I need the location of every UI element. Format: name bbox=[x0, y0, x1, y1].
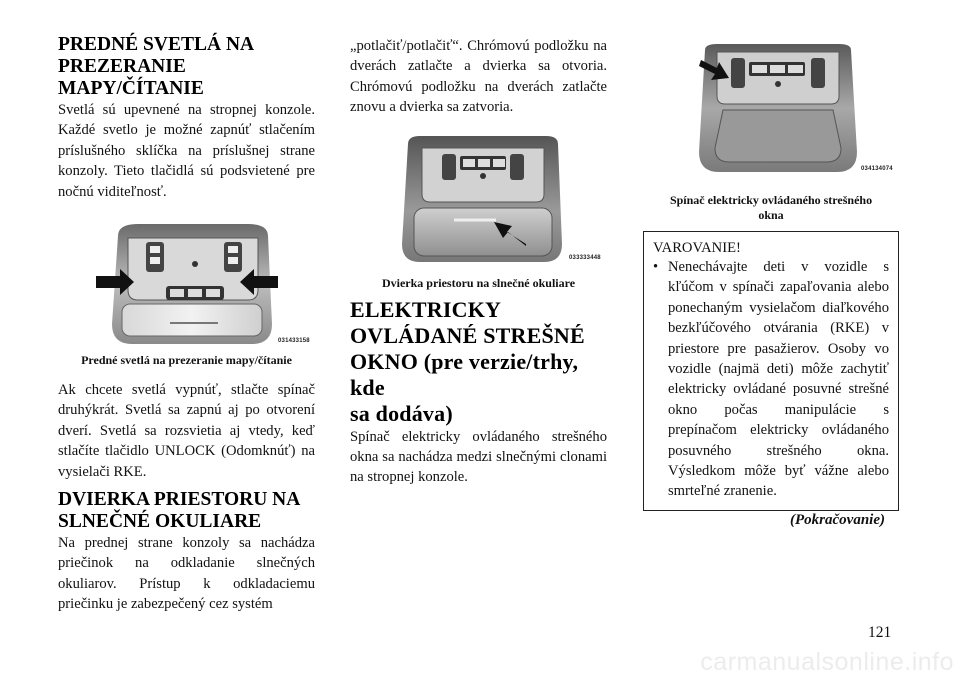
heading-line: SLNEČNÉ OKULIARE bbox=[58, 511, 262, 533]
figure-caption: Predné svetlá na prezeranie mapy/čítanie bbox=[81, 353, 292, 368]
heading-line: OVLÁDANÉ STREŠNÉ bbox=[350, 322, 585, 348]
watermark: carmanualsonline.info bbox=[700, 648, 954, 676]
figure-code: 033333448 bbox=[569, 254, 601, 261]
heading-line: ELEKTRICKY bbox=[350, 296, 502, 322]
paragraph-lights-off: Ak chcete svetlá vypnúť, stlačte spínač druhýkrát. Svetlá sa zapnú aj po otvorení dverí. Svetlá sa rozsvietia aj vtedy, keď stlačíte tlačidlo UNLOCK (Odomknúť) na vysielači RKE. bbox=[58, 382, 315, 480]
heading-sunglasses-bin bbox=[58, 489, 315, 533]
heading-line: sa dodáva) bbox=[350, 400, 453, 426]
heading-line: MAPY/ČÍTANIE bbox=[58, 78, 204, 99]
paragraph-sunroof-switch: Spínač elektricky ovládaného strešného okna sa nachádza medzi slnečnými clonami na stropnej konzole. bbox=[350, 428, 607, 486]
warning-item: • Nenechávajte deti v vozidle s kľúčom v spínači zapaľovania alebo ponechaným vysielačom diaľkového bezkľúčového otvárania (RKE) v priestore pre pasažierov. Osoby vo vozidle (najmä deti) môže zachytiť elektricky ovládané posuvné strešné okno počas manipulácie s prepínačom elektricky ovládaného posuvného strešného okna. Výsledkom môže byť vážne alebo smrteľné zranenie. bbox=[653, 257, 889, 502]
paragraph-sunglasses-bin: Na prednej strane konzoly sa nachádza priečinok na odkladanie slnečných okuliarov. Prístup k odkladaciemu priečinku je zabezpečený cez systém bbox=[58, 535, 315, 613]
column-left bbox=[58, 34, 315, 615]
figure-caption bbox=[643, 193, 899, 223]
sunroof-switch-illustration bbox=[643, 44, 899, 176]
column-middle bbox=[350, 36, 607, 488]
heading-power-sunroof bbox=[350, 297, 607, 427]
figure-sunroof-switch bbox=[643, 44, 899, 176]
heading-line: PREZERANIE bbox=[58, 56, 186, 77]
continued-label: (Pokračovanie) bbox=[790, 511, 885, 528]
heading-line: DVIERKA PRIESTORU NA bbox=[58, 489, 301, 511]
caption-line: okna bbox=[758, 208, 784, 222]
caption-line: Spínač elektricky ovládaného strešného bbox=[669, 193, 873, 207]
figure-caption: Dvierka priestoru na slnečné okuliare bbox=[381, 275, 576, 290]
figure-sunglasses-bin bbox=[350, 136, 607, 266]
figure-code: 034134074 bbox=[861, 166, 893, 172]
overhead-console-illustration bbox=[58, 224, 315, 350]
page-number: 121 bbox=[868, 624, 892, 641]
heading-line: PREDNÉ SVETLÁ NA bbox=[58, 34, 255, 55]
warning-list bbox=[653, 257, 889, 502]
heading-line: OKNO (pre verzie/trhy, kde bbox=[350, 348, 579, 400]
column-right bbox=[643, 44, 899, 529]
figure-map-reading-lights bbox=[58, 224, 315, 350]
warning-box bbox=[643, 231, 899, 511]
warning-title: VAROVANIE! bbox=[653, 240, 741, 256]
heading-map-reading-lights bbox=[58, 34, 315, 100]
figure-code: 031433158 bbox=[278, 338, 310, 345]
paragraph-push-push: „potlačiť/potlačiť“. Chrómovú podložku na dverách zatlačte a dvierka sa otvoria. Chrómovú podložku na dverách zatlačte znovu a dvierka sa zatvoria. bbox=[350, 38, 607, 116]
sunglasses-bin-illustration bbox=[350, 136, 607, 266]
paragraph-lights-description: Svetlá sú upevnené na stropnej konzole. Každé svetlo je možné zapnúť stlačením príslušného sklíčka na príslušnej strane konzoly. Tieto tlačidlá sú podsvietené pre nočnú viditeľnosť. bbox=[58, 102, 315, 200]
